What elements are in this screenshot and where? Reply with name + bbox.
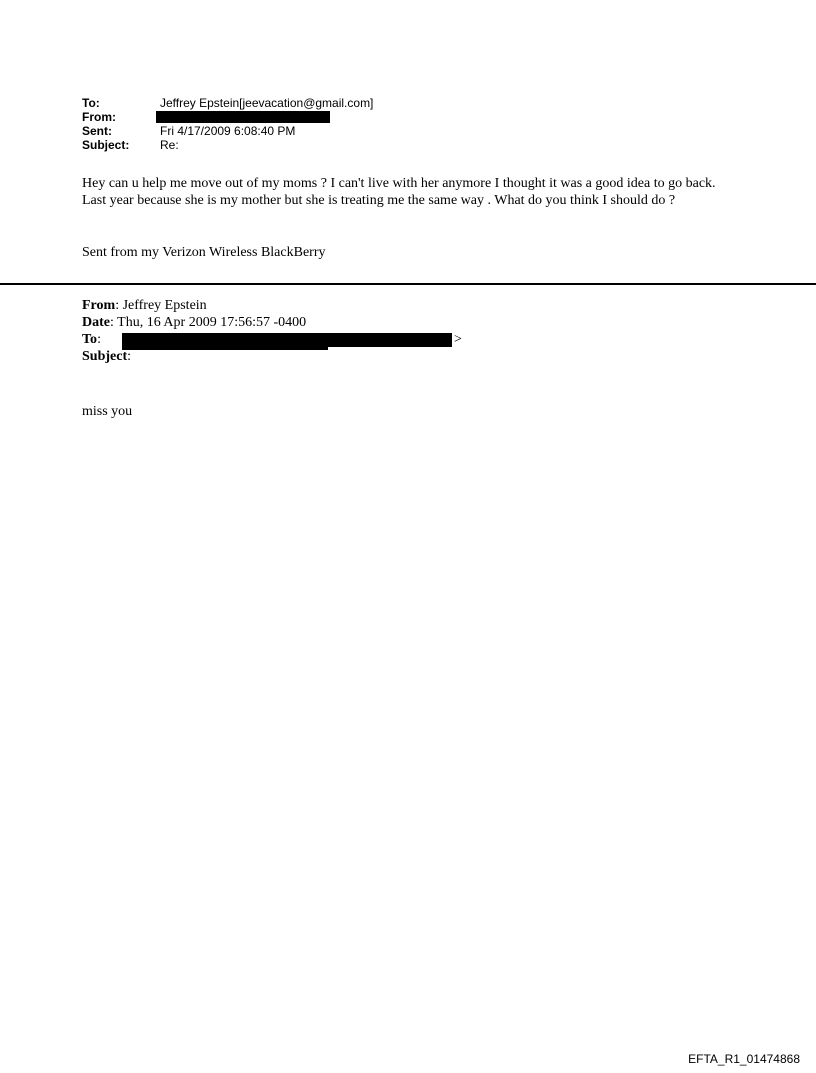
quoted-to-tail: > (454, 332, 462, 347)
quoted-from-value: : Jeffrey Epstein (115, 298, 207, 313)
quoted-date-row (82, 314, 306, 331)
header-subject-row (82, 138, 373, 152)
quoted-from-label: From (82, 298, 116, 313)
email-signature: Sent from my Verizon Wireless BlackBerry (82, 245, 326, 260)
quoted-date-value: : Thu, 16 Apr 2009 17:56:57 -0400 (110, 315, 307, 330)
divider-line (0, 283, 816, 285)
header-to-row (82, 96, 373, 110)
quoted-body: miss you (82, 404, 133, 419)
quoted-to-label: To (82, 332, 98, 347)
email-header (82, 96, 373, 152)
document-id: EFTA_R1_01474868 (688, 1052, 800, 1066)
to-label: To: (82, 96, 100, 110)
header-sent-row (82, 124, 373, 138)
email-body: Hey can u help me move out of my moms ? I can't live with her anymore I thought it was a good idea to go back. Last year because she is my mother but she is treating me the same way . What do you think I should do ? (82, 176, 716, 208)
subject-label: Subject: (82, 138, 130, 152)
quoted-to-colon: : (97, 332, 101, 347)
quoted-to-row (82, 331, 462, 348)
to-value: Jeffrey Epstein[jeevacation@gmail.com] (160, 96, 374, 110)
quoted-subject-label: Subject (82, 349, 128, 364)
quoted-subject-colon: : (127, 349, 132, 364)
subject-value: Re: (160, 138, 179, 152)
from-label: From: (82, 110, 116, 124)
quoted-subject-row (82, 348, 306, 365)
sent-label: Sent: (82, 124, 112, 138)
quoted-date-label: Date (82, 315, 110, 330)
from-redaction-box (156, 111, 330, 123)
header-from-row (82, 110, 373, 124)
quoted-from-row (82, 297, 306, 314)
sent-value: Fri 4/17/2009 6:08:40 PM (160, 124, 296, 138)
quoted-header (82, 297, 462, 365)
